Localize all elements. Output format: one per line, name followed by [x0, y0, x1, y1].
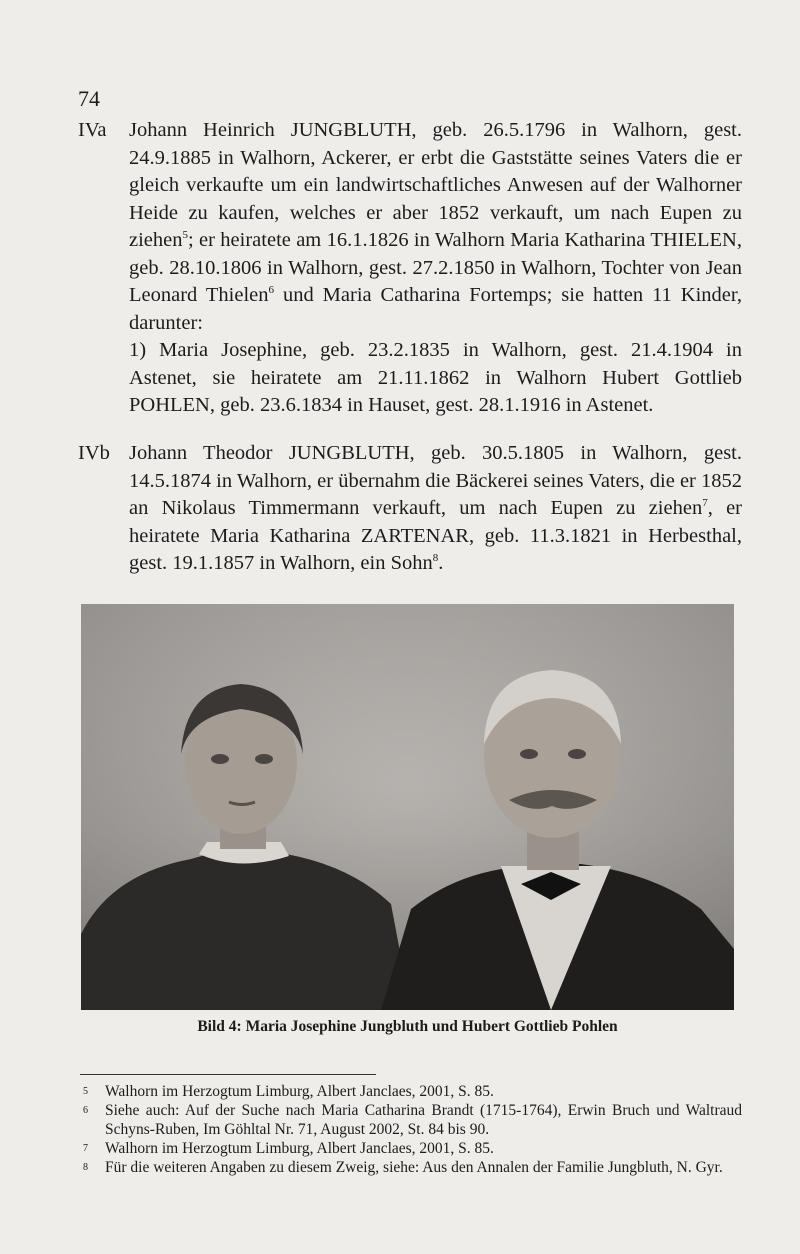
entry-body: [129, 117, 742, 420]
entry-paragraph: [129, 440, 742, 578]
entry-label: IVa: [78, 119, 107, 141]
footnote-ref: 6: [268, 284, 274, 297]
footnote: [80, 1139, 742, 1158]
portrait-photo: [81, 604, 734, 1010]
entry-text: , er heiratete Maria Katharina ZARTENAR, geb. 11.3.1821 in Herbesthal, gest. 19.1.1857 in Walhorn, ein Sohn: [129, 497, 742, 574]
photo-caption: Bild 4: Maria Josephine Jungbluth und Hubert Gottlieb Pohlen: [197, 1018, 618, 1035]
footnote-number: 8: [83, 1162, 88, 1173]
footnote-text: Siehe auch: Auf der Suche nach Maria Catharina Brandt (1715-1764), Erwin Bruch und Waltraud Schyns-Ruben, Im Göhltal Nr. 71, August 2002, St. 84 bis 90.: [105, 1102, 742, 1138]
entry-text: und Maria Catharina Fortemps; sie hatten 11 Kinder, darunter:: [129, 284, 742, 334]
entry-text: .: [438, 552, 444, 574]
footnote-divider: [80, 1074, 376, 1075]
footnote-ref: 5: [182, 229, 188, 242]
entry-text: ; er heiratete am 16.1.1826 in Walhorn Maria Katharina THIELEN, geb. 28.10.1806 in Walhorn, gest. 27.2.1850 in Walhorn, Tochter von Jean Leonard Thielen: [129, 229, 742, 306]
footnote: [80, 1082, 742, 1101]
child-entry: 1) Maria Josephine, geb. 23.2.1835 in Walhorn, gest. 21.4.1904 in Astenet, sie heiratete am 21.11.1862 in Walhorn Hubert Gottlieb POHLEN, geb. 23.6.1834 in Hauset, gest. 28.1.1916 in Astenet.: [129, 339, 742, 416]
page-number: 74: [78, 86, 100, 111]
entry-text: Johann Heinrich JUNGBLUTH, geb. 26.5.1796 in Walhorn, gest. 24.9.1885 in Walhorn, Ackerer, er erbt die Gaststätte seines Vaters die er gleich verkaufte um ein landwirtschaftliches Anwesen auf der Walhorner Heide zu kaufen, welches er aber 1852 verkauft, um nach Eupen zu ziehen: [129, 119, 742, 251]
entry-text: Johann Theodor JUNGBLUTH, geb. 30.5.1805 in Walhorn, gest. 14.5.1874 in Walhorn, er übernahm die Bäckerei seines Vaters, die er 1852 an Nikolaus Timmermann verkauft, um nach Eupen zu ziehen: [129, 442, 742, 519]
footnote-number: 7: [83, 1143, 88, 1154]
footnote: [80, 1101, 742, 1139]
footnote-number: 5: [83, 1086, 88, 1097]
footnote-number: 6: [83, 1105, 88, 1116]
genealogy-entry-iva: [78, 117, 742, 420]
genealogy-entry-ivb: [78, 440, 742, 578]
footnote-text: Walhorn im Herzogtum Limburg, Albert Janclaes, 2001, S. 85.: [105, 1140, 494, 1157]
footnote: [80, 1158, 742, 1177]
entry-label: IVb: [78, 442, 110, 464]
portrait-illustration: [81, 604, 734, 1010]
entry-paragraph: [129, 117, 742, 337]
entry-body: [129, 440, 742, 578]
footnote-ref: 8: [432, 552, 439, 565]
footnote-ref: 7: [702, 497, 708, 510]
footnotes: [80, 1082, 742, 1177]
footnote-text: Für die weiteren Angaben zu diesem Zweig, siehe: Aus den Annalen der Familie Jungbluth, N. Gyr.: [105, 1159, 723, 1176]
footnote-text: Walhorn im Herzogtum Limburg, Albert Janclaes, 2001, S. 85.: [105, 1083, 494, 1100]
